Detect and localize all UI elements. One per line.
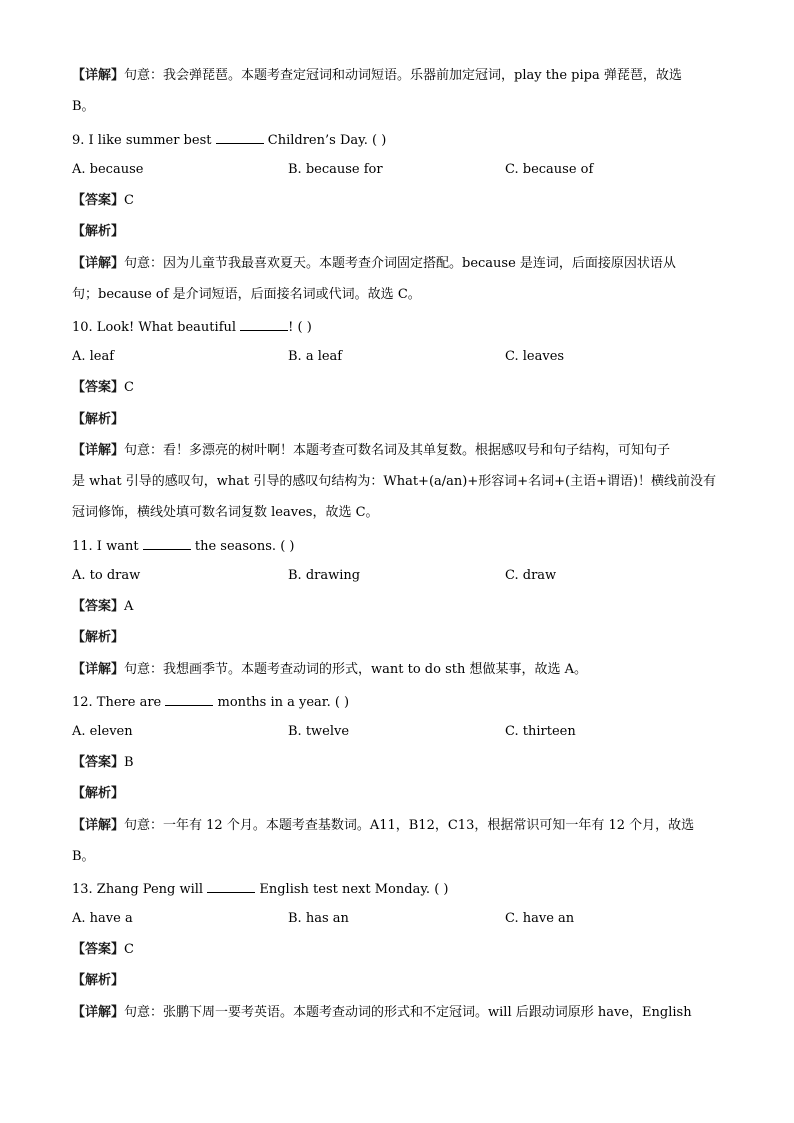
detail-line-2: B。: [72, 849, 95, 864]
option-a: A. because: [72, 162, 144, 177]
answer-line: 【答案】C: [72, 193, 134, 208]
answer-blank: [216, 131, 264, 144]
detail-line-1: 【详解】句意：一年有 12 个月。本题考查基数词。A11，B12，C13，根据常识可知一年有 12 个月，故选: [72, 818, 695, 833]
analysis-line: 【解析】: [72, 412, 125, 427]
answer-blank: [207, 880, 255, 893]
question-stem-11: 11. I want the seasons. ( ): [72, 539, 295, 554]
question-stem-13: 13. Zhang Peng will English test next Monday. ( ): [72, 882, 449, 897]
option-a: A. to draw: [72, 568, 141, 583]
answer-line: 【答案】A: [72, 599, 134, 614]
option-a: A. have a: [72, 911, 133, 926]
option-a: A. eleven: [72, 724, 133, 739]
option-a: A. leaf: [72, 349, 115, 364]
analysis-line: 【解析】: [72, 973, 125, 988]
detail-line-1: 【详解】句意：我想画季节。本题考查动词的形式，want to do sth 想做某事，故选 A。: [72, 662, 588, 677]
detail-line-3: 冠词修饰，横线处填可数名词复数 leaves，故选 C。: [72, 505, 379, 520]
option-b: B. because for: [288, 162, 383, 177]
analysis-line: 【解析】: [72, 786, 125, 801]
detail-tag: 【详解】: [72, 68, 125, 83]
option-b: B. drawing: [288, 568, 361, 583]
option-c: C. thirteen: [505, 724, 576, 739]
option-b: B. a leaf: [288, 349, 343, 364]
option-c: C. draw: [505, 568, 557, 583]
answer-blank: [143, 537, 191, 550]
answer-line: 【答案】C: [72, 380, 134, 395]
question-stem-9: 9. I like summer best Children’s Day. ( ): [72, 133, 387, 148]
answer-line: 【答案】B: [72, 755, 134, 770]
answer-blank: [240, 318, 288, 331]
option-c: C. because of: [505, 162, 594, 177]
option-b: B. has an: [288, 911, 349, 926]
detail-line-1: 【详解】句意：看！多漂亮的树叶啊！本题考查可数名词及其单复数。根据感叹号和句子结构，可知句子: [72, 443, 671, 458]
option-c: C. leaves: [505, 349, 565, 364]
answer-line: 【答案】C: [72, 942, 134, 957]
option-b: B. twelve: [288, 724, 350, 739]
detail-line-2: 是 what 引导的感叹句，what 引导的感叹句结构为：What+(a/an)+形容词+名词+(主语+谓语)！横线前没有: [72, 474, 717, 489]
question-stem-10: 10. Look! What beautiful ! ( ): [72, 320, 312, 335]
q8-detail-line-1: 【详解】句意：我会弹琵琶。本题考查定冠词和动词短语。乐器前加定冠词，play the pipa 弹琵琶，故选: [72, 68, 682, 83]
analysis-line: 【解析】: [72, 630, 125, 645]
q8-detail-line-2: B。: [72, 99, 95, 114]
detail-line-2: 句；because of 是介词短语，后面接名词或代词。故选 C。: [72, 287, 421, 302]
analysis-line: 【解析】: [72, 224, 125, 239]
option-c: C. have an: [505, 911, 575, 926]
question-stem-12: 12. There are months in a year. ( ): [72, 695, 350, 710]
detail-line-1: 【详解】句意：张鹏下周一要考英语。本题考查动词的形式和不定冠词。will 后跟动词原形 have，English: [72, 1005, 692, 1020]
answer-blank: [165, 693, 213, 706]
detail-line-1: 【详解】句意：因为儿童节我最喜欢夏天。本题考查介词固定搭配。because 是连词，后面接原因状语从: [72, 256, 676, 271]
